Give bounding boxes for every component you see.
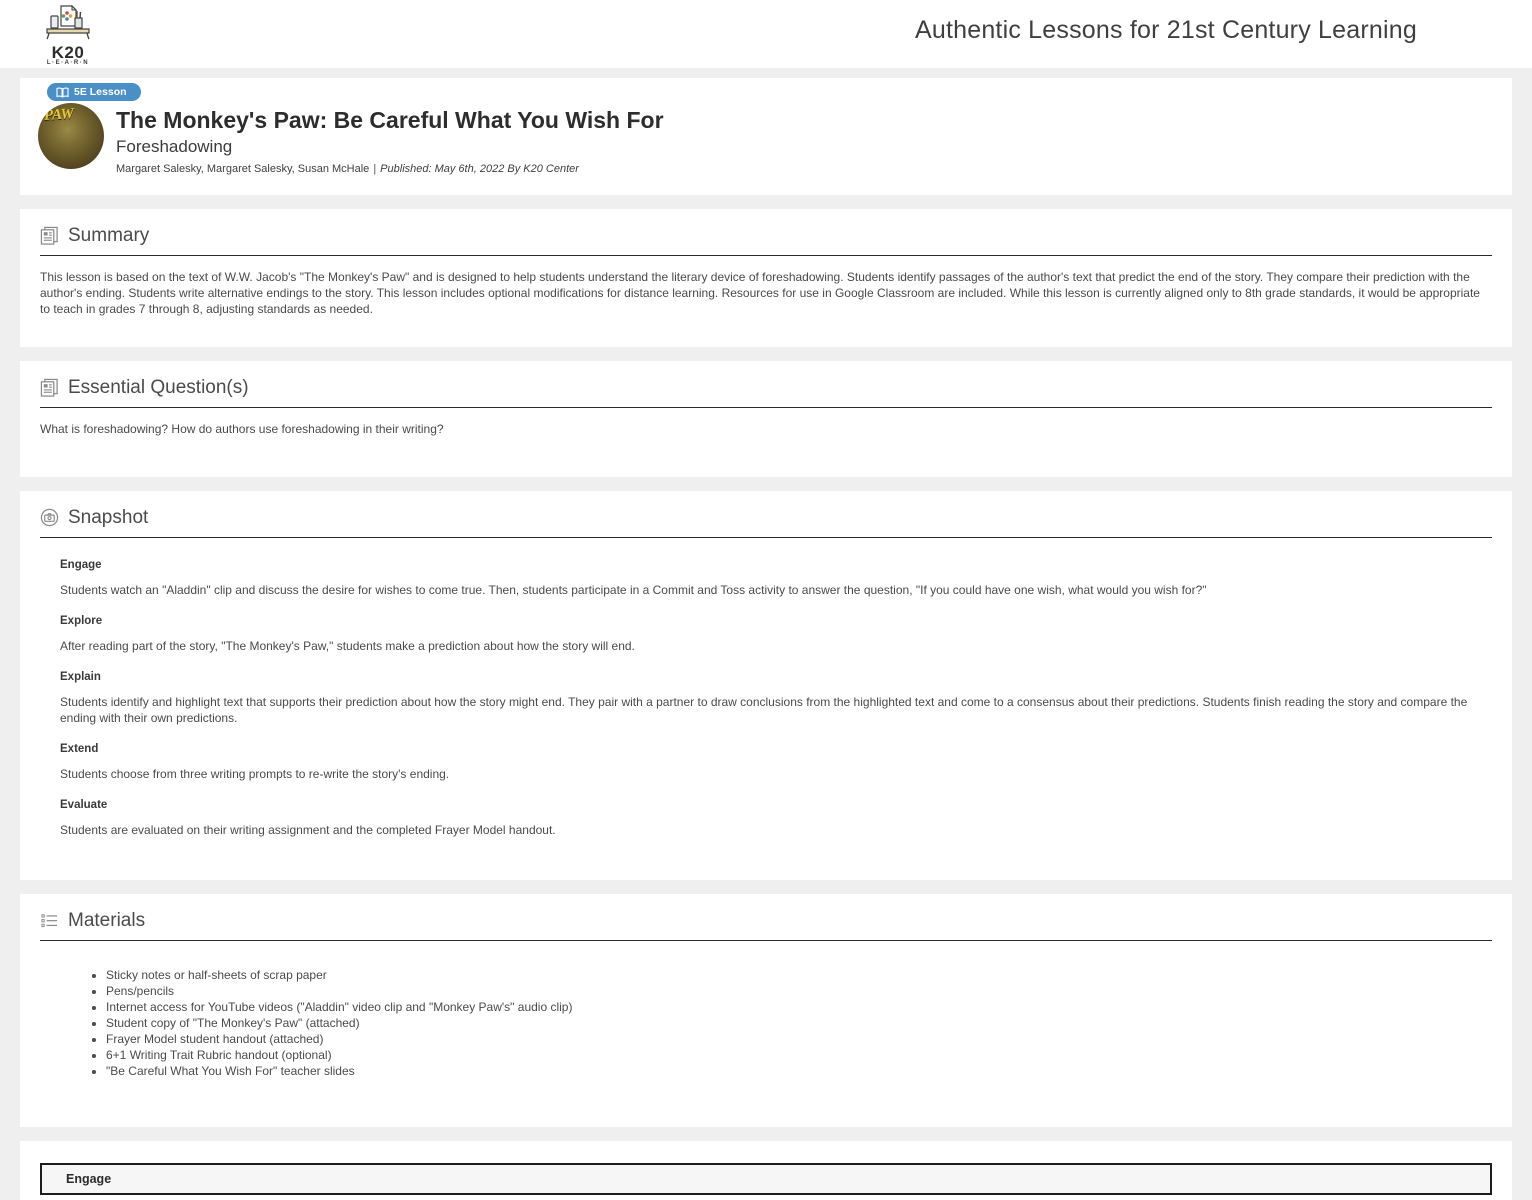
book-icon	[56, 87, 69, 98]
k20-desk-icon	[45, 4, 91, 40]
summary-heading: Summary	[68, 224, 150, 246]
phase-text-explore: After reading part of the story, "The Monkey's Paw," students make a prediction about how the story will end.	[60, 638, 635, 653]
lesson-thumbnail-text: PAW	[43, 105, 75, 124]
engage-section-header	[40, 1163, 1492, 1195]
snapshot-heading: Snapshot	[68, 506, 149, 528]
material-item: • Sticky notes or half-sheets of scrap paper	[106, 967, 1492, 983]
document-icon	[40, 378, 59, 397]
lesson-header-card	[20, 78, 1512, 195]
materials-heading: Materials	[68, 909, 146, 931]
summary-heading-row	[40, 225, 1492, 256]
material-item: • Internet access for YouTube videos ("Aladdin" video clip and "Monkey Paw's" audio clip)	[106, 999, 1492, 1015]
materials-list	[40, 967, 1492, 1079]
list-icon	[40, 911, 59, 930]
essential-questions-heading: Essential Question(s)	[68, 376, 249, 398]
materials-section	[20, 894, 1512, 1127]
lesson-published: Published: May 6th, 2022 By K20 Center	[380, 162, 579, 175]
snapshot-content	[40, 538, 1492, 838]
phase-label-engage: Engage	[60, 558, 102, 571]
engage-section-card	[20, 1141, 1512, 1200]
phase-text-evaluate: Students are evaluated on their writing assignment and the completed Frayer Model handout.	[60, 822, 556, 837]
essential-questions-section	[20, 361, 1512, 477]
phase-label-explore: Explore	[60, 614, 103, 627]
site-header	[0, 0, 1532, 68]
lesson-type-badge	[47, 83, 141, 101]
phase-text-extend: Students choose from three writing prompts to re-write the story's ending.	[60, 766, 450, 781]
phase-label-evaluate: Evaluate	[60, 798, 108, 811]
lesson-thumbnail	[38, 103, 104, 169]
material-item: • Student copy of "The Monkey's Paw" (attached)	[106, 1015, 1492, 1031]
document-icon	[40, 226, 59, 245]
engage-section-heading: Engage	[66, 1171, 112, 1186]
lesson-meta	[116, 161, 664, 177]
snapshot-section	[20, 491, 1512, 880]
material-item: • Pens/pencils	[106, 983, 1492, 999]
k20-logo[interactable]	[40, 0, 96, 67]
material-item: • "Be Careful What You Wish For" teacher slides	[106, 1063, 1492, 1079]
materials-heading-row	[40, 910, 1492, 941]
lesson-type-badge-label: 5E Lesson	[74, 86, 127, 98]
summary-section	[20, 209, 1512, 347]
lesson-authors: Margaret Salesky, Margaret Salesky, Susan McHale	[116, 162, 370, 175]
essential-questions-heading-row	[40, 377, 1492, 408]
lesson-title: The Monkey's Paw: Be Careful What You Wish For	[116, 106, 664, 133]
snapshot-heading-row	[40, 507, 1492, 538]
phase-label-explain: Explain	[60, 670, 101, 683]
material-item: • Frayer Model student handout (attached)	[106, 1031, 1492, 1047]
phase-text-engage: Students watch an "Aladdin" clip and discuss the desire for wishes to come true. Then, students participate in a Commit and Toss activity to answer the question, "If you could have one wish, what would you wish for?"	[60, 582, 1207, 597]
site-title: Authentic Lessons for 21st Century Learning	[915, 16, 1417, 44]
k20-logo-subtext: L·E·A·R·N	[46, 60, 90, 66]
phase-text-explain: Students identify and highlight text that supports their prediction about how the story might end. They pair with a partner to draw conclusions from the highlighted text and come to a consensus about their predictions. Students finish reading the story and compare the ending with their own predictions.	[60, 694, 1468, 725]
essential-questions-text: What is foreshadowing? How do authors use foreshadowing in their writing?	[40, 421, 444, 436]
camera-icon	[40, 508, 59, 527]
phase-label-extend: Extend	[60, 742, 99, 755]
k20-logo-text: K20	[51, 43, 85, 62]
meta-separator: |	[373, 162, 377, 175]
lesson-subtitle: Foreshadowing	[116, 136, 233, 156]
material-item: • 6+1 Writing Trait Rubric handout (optional)	[106, 1047, 1492, 1063]
summary-text: This lesson is based on the text of W.W. Jacob's "The Monkey's Paw" and is designed to help students understand the literary device of foreshadowing. Students identify passages of the author's text that predict the end of the story. They compare their prediction with the author's ending. Students write alternative endings to the story. This lesson includes optional modifications for distance learning. Resources for use in Google Classroom are included. While this lesson is currently aligned only to 8th grade standards, it would be appropriate to teach in grades 7 through 8, adjusting standards as needed.	[40, 269, 1480, 316]
